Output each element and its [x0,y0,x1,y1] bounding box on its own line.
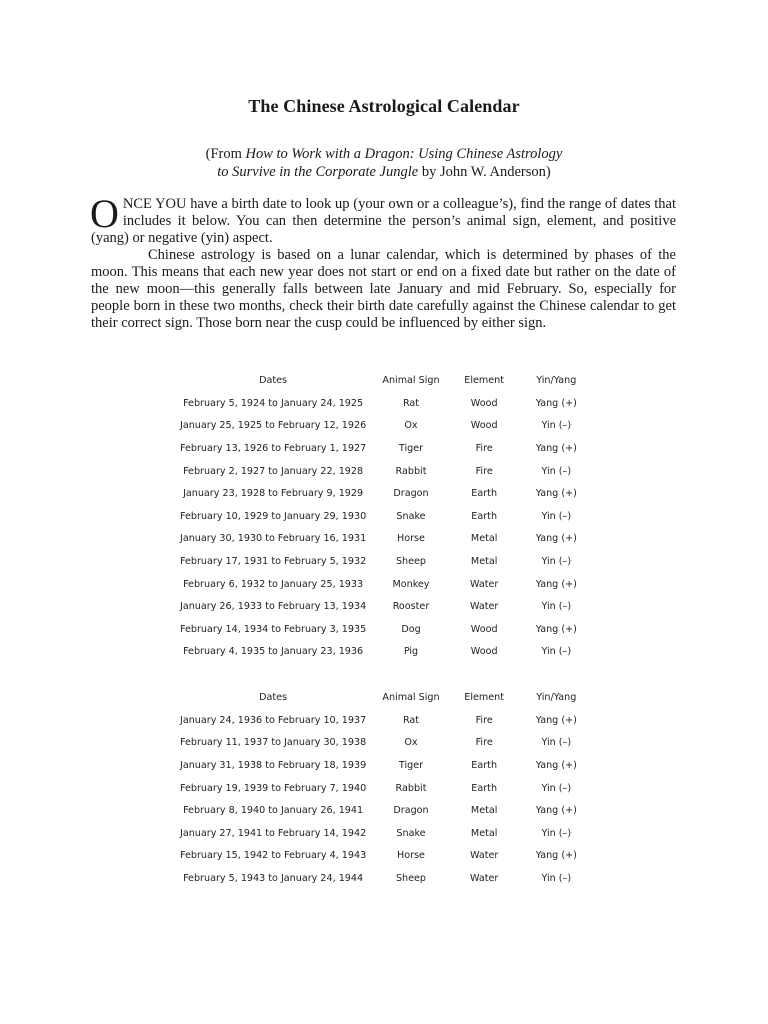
page-title: The Chinese Astrological Calendar [248,96,520,116]
cell-animal-sign: Pig [403,646,419,658]
cell-animal-sign: Rabbit [395,782,427,794]
cell-dates: February 17, 1931 to February 5, 1932 [180,555,367,567]
source-line-2 [0,163,768,181]
source-citation [0,145,768,181]
cell-element: Fire [475,714,493,726]
cell-yin-yang: Yin (–) [541,555,572,567]
cell-element: Metal [470,827,498,839]
table-row [180,799,600,822]
header-element: Element [464,375,505,386]
cell-animal-sign: Sheep [395,555,427,567]
cell-element: Wood [470,397,498,409]
cell-element: Water [469,601,499,613]
cell-yin-yang: Yang (+) [535,442,577,454]
table-row [180,392,600,415]
cell-element: Fire [475,442,493,454]
header-animal-sign: Animal Sign [382,375,440,386]
table-row [180,845,600,868]
cell-animal-sign: Sheep [395,872,427,884]
cell-dates: January 30, 1930 to February 16, 1931 [180,533,367,545]
source-close: by John W. Anderson) [418,164,551,180]
table-row [180,822,600,845]
header-animal-sign: Animal Sign [382,692,440,703]
cell-animal-sign: Tiger [398,442,424,454]
cell-yin-yang: Yin (–) [541,737,572,749]
cell-yin-yang: Yin (–) [541,646,572,658]
cell-animal-sign: Tiger [398,759,424,771]
table-row [180,550,600,573]
cell-animal-sign: Rabbit [395,465,427,477]
table-row [180,595,600,618]
book-title-part-2: to Survive in the Corporate Jungle [217,164,419,180]
intro-paragraph-1-text: NCE YOU have a birth date to look up (your own or a colleague’s), find the range of dates that includes it below. You can then determine the person’s animal sign, element, and positive (yang) or negative (yin) aspect. [91,196,676,246]
table-row [180,415,600,438]
table-row [180,641,600,664]
cell-dates: January 24, 1936 to February 10, 1937 [180,714,367,726]
cell-element: Fire [475,465,493,477]
cell-element: Fire [475,737,493,749]
cell-dates: February 6, 1932 to January 25, 1933 [183,578,364,590]
cell-animal-sign: Dog [401,623,421,635]
cell-dates: January 25, 1925 to February 12, 1926 [180,420,367,432]
cell-animal-sign: Dragon [393,488,429,500]
cell-yin-yang: Yang (+) [535,805,577,817]
cell-dates: February 4, 1935 to January 23, 1936 [183,646,364,658]
header-dates: Dates [259,375,288,386]
cell-animal-sign: Rat [402,397,420,409]
cell-yin-yang: Yin (–) [541,827,572,839]
cell-element: Water [469,850,499,862]
cell-element: Metal [470,805,498,817]
cell-element: Metal [470,533,498,545]
cell-yin-yang: Yang (+) [535,397,577,409]
cell-animal-sign: Ox [404,737,418,749]
cell-element: Earth [471,759,498,771]
cell-yin-yang: Yin (–) [541,782,572,794]
cell-element: Wood [470,420,498,432]
table-row [180,573,600,596]
cell-dates: January 23, 1928 to February 9, 1929 [183,488,364,500]
book-title-part-1: How to Work with a Dragon: Using Chinese Astrology [245,146,563,162]
cell-element: Wood [470,623,498,635]
cell-dates: February 13, 1926 to February 1, 1927 [180,442,367,454]
cell-animal-sign: Snake [396,510,426,522]
table-row [180,460,600,483]
table-row [180,618,600,641]
source-open: (From [205,146,246,162]
cell-yin-yang: Yang (+) [535,533,577,545]
table-row [180,505,600,528]
cell-element: Earth [471,510,498,522]
table-row [180,709,600,732]
cell-animal-sign: Monkey [392,578,430,590]
cell-yin-yang: Yang (+) [535,488,577,500]
table-header-row [180,686,600,709]
cell-yin-yang: Yang (+) [535,759,577,771]
cell-dates: January 27, 1941 to February 14, 1942 [180,827,367,839]
cell-yin-yang: Yin (–) [541,420,572,432]
cell-animal-sign: Snake [396,827,426,839]
cell-dates: January 26, 1933 to February 13, 1934 [180,601,367,613]
table-body [180,709,600,890]
cell-element: Water [469,872,499,884]
source-line-1 [0,145,768,163]
cell-animal-sign: Horse [397,533,425,545]
cell-yin-yang: Yang (+) [535,623,577,635]
table-row [180,777,600,800]
header-element: Element [464,692,505,703]
cell-dates: February 11, 1937 to January 30, 1938 [180,737,367,749]
cell-animal-sign: Horse [397,850,425,862]
header-yin-yang: Yin/Yang [536,375,577,386]
cell-dates: February 8, 1940 to January 26, 1941 [183,805,364,817]
calendar-table-1 [180,369,600,663]
cell-dates: February 15, 1942 to February 4, 1943 [180,850,367,862]
cell-dates: February 5, 1924 to January 24, 1925 [183,397,364,409]
cell-yin-yang: Yang (+) [535,714,577,726]
cell-element: Water [469,578,499,590]
intro-paragraph-2: Chinese astrology is based on a lunar calendar, which is determined by phases of the moon. This means that each new year does not start or end on a fixed date but rather on the date of the new moon—this generally falls between late January and mid February. So, especially for people born in these two months, check their birth date carefully against the Chinese calendar to get their correct sign. Those born near the cusp could be influenced by either sign. [91,247,676,331]
cell-element: Earth [471,488,498,500]
cell-yin-yang: Yang (+) [535,578,577,590]
cell-animal-sign: Dragon [393,805,429,817]
cell-yin-yang: Yin (–) [541,601,572,613]
cell-dates: January 31, 1938 to February 18, 1939 [180,759,367,771]
cell-yin-yang: Yang (+) [535,850,577,862]
table-row [180,482,600,505]
table-header-row [180,369,600,392]
cell-yin-yang: Yin (–) [541,872,572,884]
header-yin-yang: Yin/Yang [536,692,577,703]
drop-cap: O [90,191,119,236]
calendar-table-2 [180,686,600,890]
intro-paragraph-1 [90,191,676,247]
cell-dates: February 14, 1934 to February 3, 1935 [180,623,367,635]
cell-element: Wood [470,646,498,658]
cell-animal-sign: Rooster [392,601,430,613]
cell-animal-sign: Ox [404,420,418,432]
cell-dates: February 2, 1927 to January 22, 1928 [183,465,364,477]
cell-yin-yang: Yin (–) [541,510,572,522]
header-dates: Dates [259,692,288,703]
cell-element: Metal [470,555,498,567]
table-row [180,528,600,551]
table-row [180,437,600,460]
cell-dates: February 19, 1939 to February 7, 1940 [180,782,367,794]
cell-yin-yang: Yin (–) [541,465,572,477]
table-body [180,392,600,663]
intro-text [90,191,676,332]
cell-dates: February 10, 1929 to January 29, 1930 [180,510,367,522]
table-row [180,732,600,755]
cell-element: Earth [471,782,498,794]
cell-dates: February 5, 1943 to January 24, 1944 [183,872,364,884]
table-row [180,754,600,777]
table-row [180,867,600,890]
cell-animal-sign: Rat [402,714,420,726]
